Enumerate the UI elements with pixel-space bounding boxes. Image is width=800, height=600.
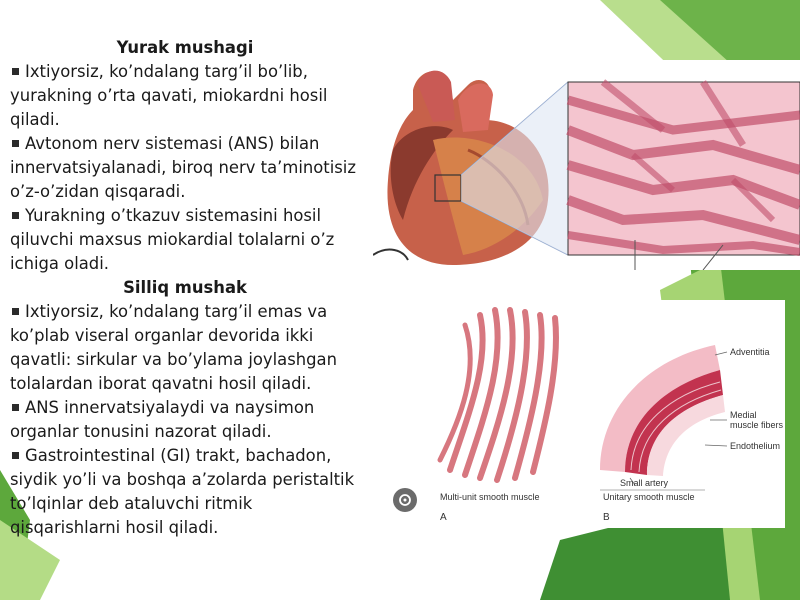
bullet-square-icon <box>12 308 19 315</box>
bullet-item <box>10 132 360 204</box>
section-title-smooth-muscle: Silliq mushak <box>123 278 247 297</box>
heart-muscle-figure <box>373 60 800 270</box>
lens-search-icon[interactable] <box>393 488 417 512</box>
label-panel-b: B <box>603 512 610 523</box>
bullet-text: Ixtiyorsiz, ko’ndalang targ’il bo’lib, yurakning o’rta qavati, miokardni hosil qiladi. <box>10 62 328 129</box>
bullet-item <box>10 60 360 132</box>
label-muscle-fibers: muscle fibers <box>730 420 784 430</box>
label-unitary: Unitary smooth muscle <box>603 492 695 502</box>
bullet-item <box>10 396 360 444</box>
label-panel-a: A <box>440 512 447 523</box>
label-adventitia: Adventitia <box>730 347 770 357</box>
bullet-item <box>10 300 360 396</box>
bullet-text: Avtonom nerv sistemasi (ANS) bilan innervatsiyalanadi, biroq nerv ta’minotisiz o’z-o’zidan qisqaradi. <box>10 134 356 201</box>
section-title-heart-muscle: Yurak mushagi <box>116 38 254 57</box>
bullet-text: Yurakning o’tkazuv sistemasini hosil qiluvchi maxsus miokardial tolalarni o’z ichiga oladi. <box>10 206 335 273</box>
cardiac-fibers-panel <box>568 82 800 270</box>
bullet-square-icon <box>12 404 19 411</box>
bullet-text: ANS innervatsiyalaydi va naysimon organlar tonusini nazorat qiladi. <box>10 398 315 441</box>
bullet-square-icon <box>12 452 19 459</box>
label-small-artery: Small artery <box>620 478 669 488</box>
bullet-text: Gastrointestinal (GI) trakt, bachadon, siydik yo’li va boshqa a’zolarda peristaltik to’lqinlar deb ataluvchi ritmik qisqarishlarni hosil qiladi. <box>10 446 355 537</box>
bullet-item <box>10 204 360 276</box>
label-medial: Medial <box>730 410 757 420</box>
smooth-muscle-figure <box>385 300 785 528</box>
bullet-square-icon <box>12 68 19 75</box>
label-endothelium: Endothelium <box>730 441 781 451</box>
bullet-square-icon <box>12 140 19 147</box>
label-multi-unit: Multi-unit smooth muscle <box>440 492 540 502</box>
bullet-square-icon <box>12 212 19 219</box>
bullet-item <box>10 444 360 540</box>
bullet-text: Ixtiyorsiz, ko’ndalang targ’il emas va ko’plab viseral organlar devorida ikki qavatli: sirkular va bo’ylama joylashgan tolalardan iborat qavatni hosil qiladi. <box>10 302 337 393</box>
text-column <box>10 36 360 540</box>
